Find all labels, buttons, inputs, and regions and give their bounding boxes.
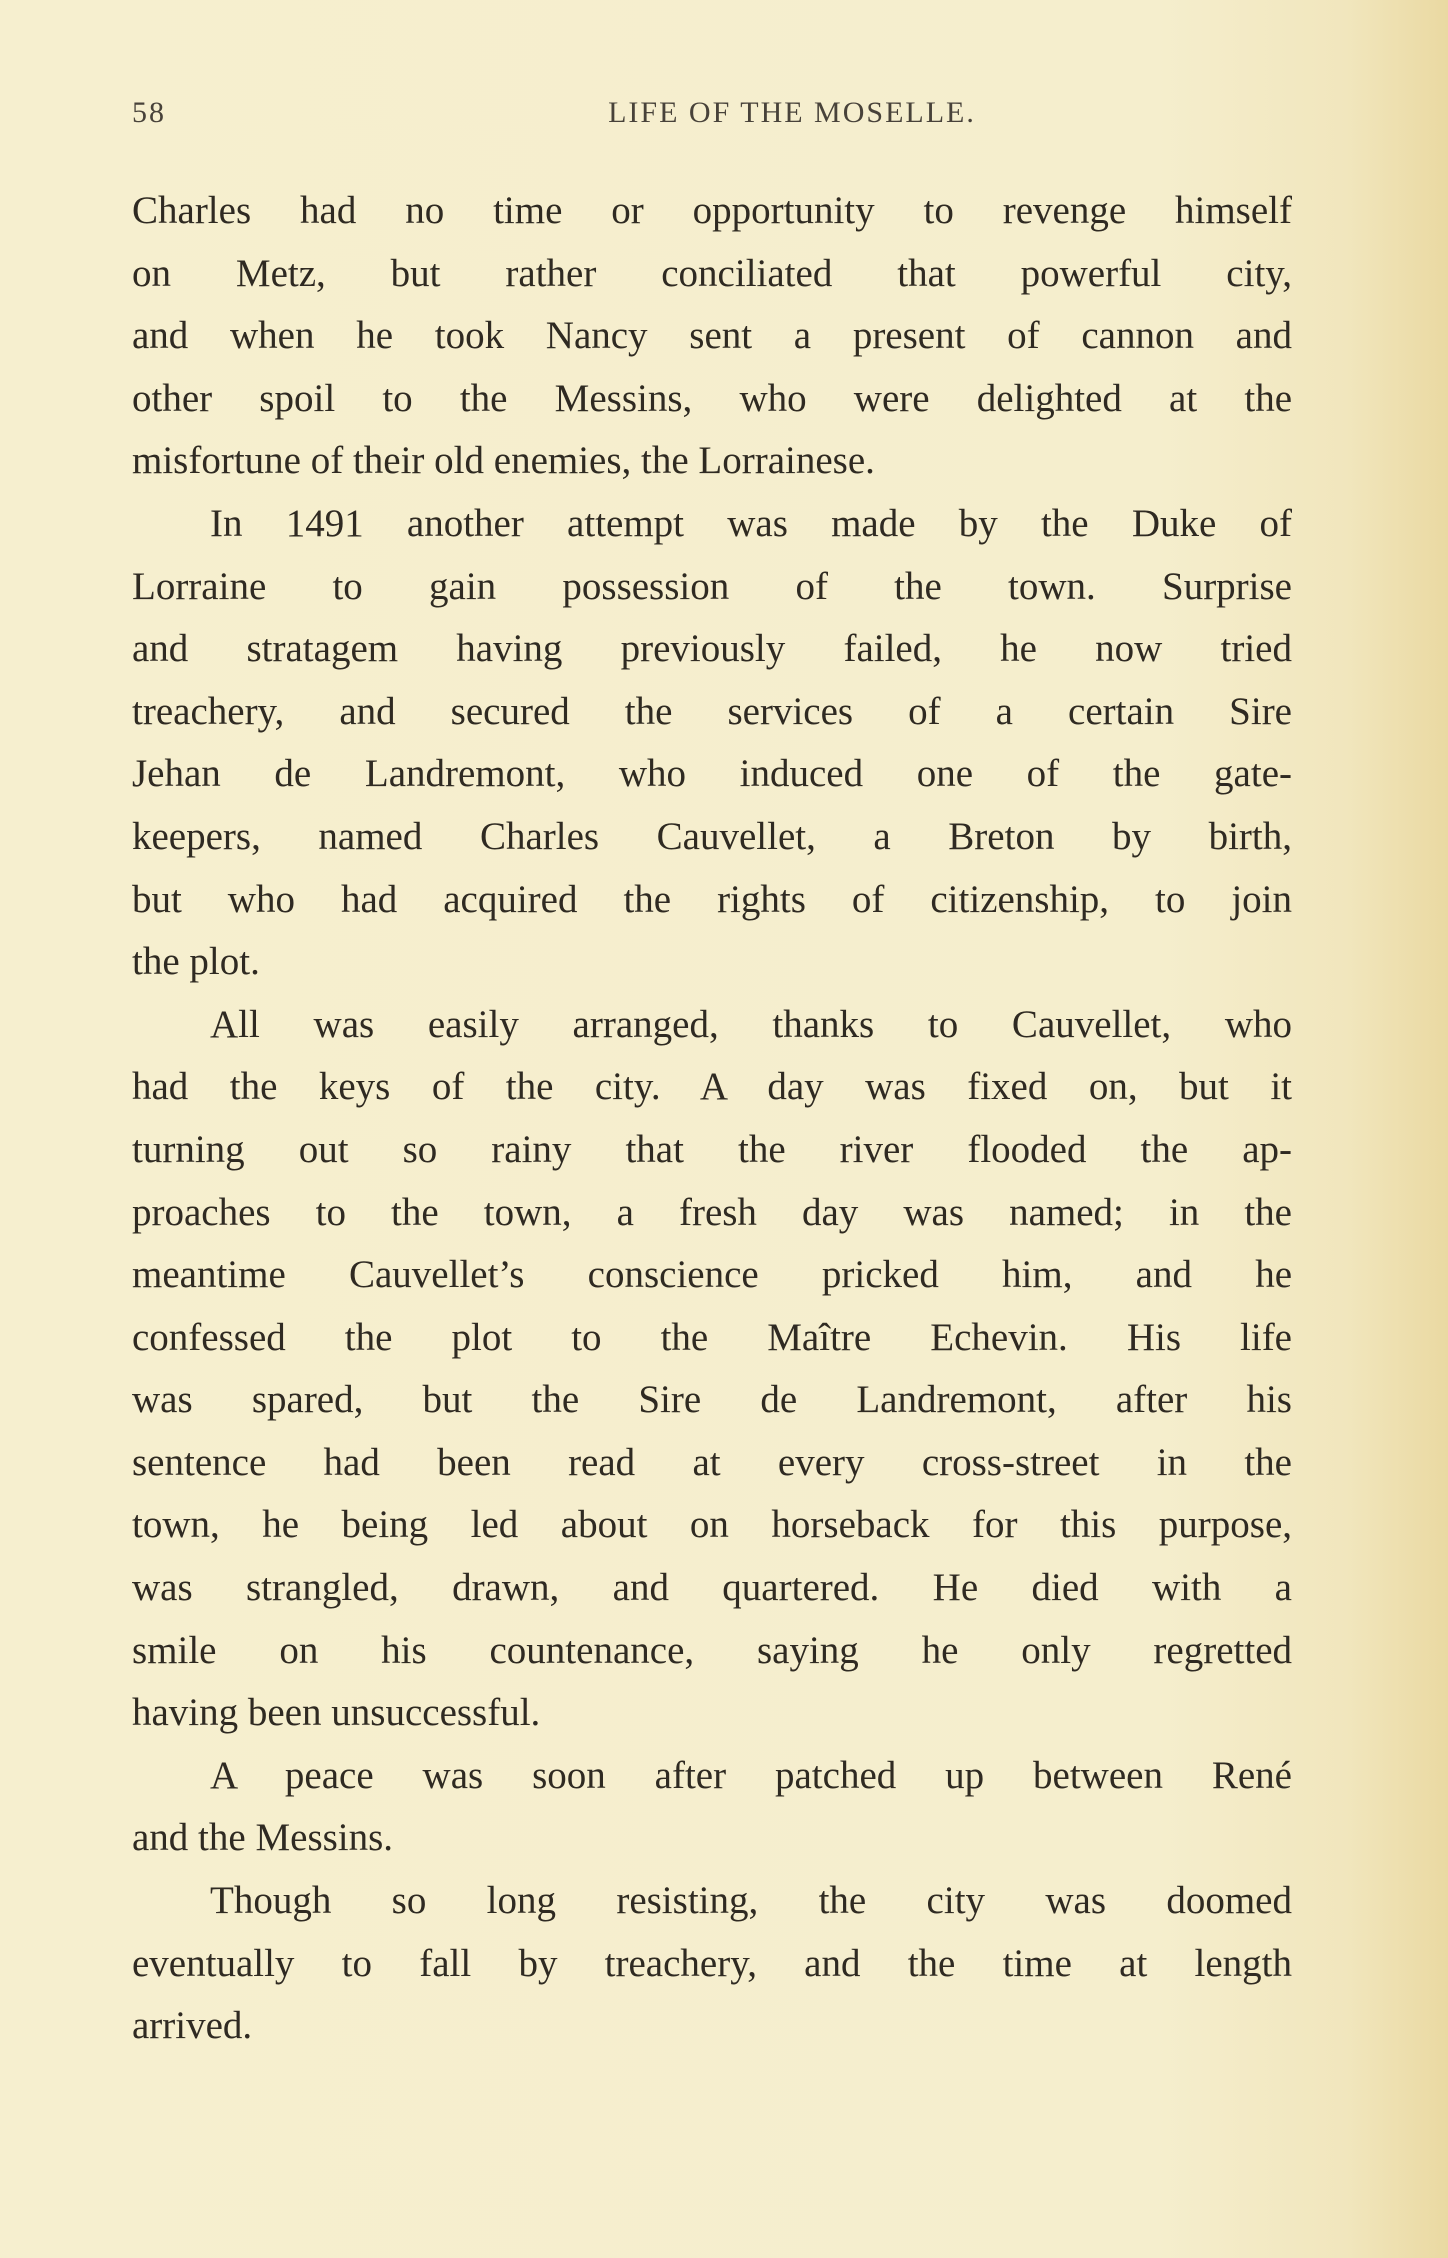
text-line: and when he took Nancy sent a present of cannon and: [132, 314, 1292, 358]
text-line: on Metz, but rather conciliated that powerful city,: [132, 251, 1292, 295]
text-line: the plot.: [132, 940, 260, 984]
paragraph: [132, 1870, 1292, 2058]
text-line: Charles had no time or opportunity to revenge himself: [132, 189, 1292, 232]
text-line: Lorraine to gain possession of the town. Surprise: [132, 564, 1292, 608]
text-line: Jehan de Landremont, who induced one of the gate-: [132, 752, 1292, 796]
text-line: misfortune of their old enemies, the Lorrainese.: [132, 439, 875, 483]
text-line: treachery, and secured the services of a certain Sire: [132, 689, 1292, 733]
text-line: had the keys of the city. A day was fixed on, but it: [132, 1065, 1292, 1109]
text-line: turning out so rainy that the river flooded the ap-: [132, 1127, 1292, 1171]
text-line: proaches to the town, a fresh day was named; in the: [132, 1190, 1292, 1234]
text-line: All was easily arranged, thanks to Cauvellet, who: [210, 1002, 1292, 1046]
text-line: sentence had been read at every cross-street in the: [132, 1440, 1292, 1484]
text-line: smile on his countenance, saying he only regretted: [132, 1628, 1292, 1672]
text-line: Though so long resisting, the city was doomed: [210, 1879, 1292, 1923]
text-line: town, he being led about on horseback for this purpose,: [132, 1503, 1292, 1547]
running-head: [132, 96, 1292, 140]
page-number: 58: [132, 96, 166, 129]
text-line: but who had acquired the rights of citizenship, to join: [132, 877, 1292, 921]
text-line: In 1491 another attempt was made by the Duke of: [210, 501, 1292, 545]
text-line: having been unsuccessful.: [132, 1691, 541, 1735]
text-line: and the Messins.: [132, 1816, 394, 1860]
text-line: A peace was soon after patched up between René: [210, 1753, 1292, 1797]
running-title: LIFE OF THE MOSELLE.: [608, 96, 976, 129]
text-line: was spared, but the Sire de Landremont, after his: [132, 1378, 1292, 1422]
paragraph: [132, 994, 1292, 1745]
text-line: eventually to fall by treachery, and the time at length: [132, 1941, 1292, 1985]
body-text: [132, 180, 1292, 2058]
paragraph: [132, 493, 1292, 994]
paragraph: [132, 180, 1292, 493]
text-line: keepers, named Charles Cauvellet, a Breton by birth,: [132, 814, 1292, 858]
text-line: confessed the plot to the Maître Echevin. His life: [132, 1315, 1292, 1359]
text-line: and stratagem having previously failed, he now tried: [132, 627, 1292, 671]
paragraph: [132, 1745, 1292, 1870]
text-line: other spoil to the Messins, who were delighted at the: [132, 376, 1292, 420]
text-line: was strangled, drawn, and quartered. He died with a: [132, 1566, 1292, 1610]
text-line: meantime Cauvellet’s conscience pricked him, and he: [132, 1253, 1292, 1297]
text-line: arrived.: [132, 2004, 253, 2048]
